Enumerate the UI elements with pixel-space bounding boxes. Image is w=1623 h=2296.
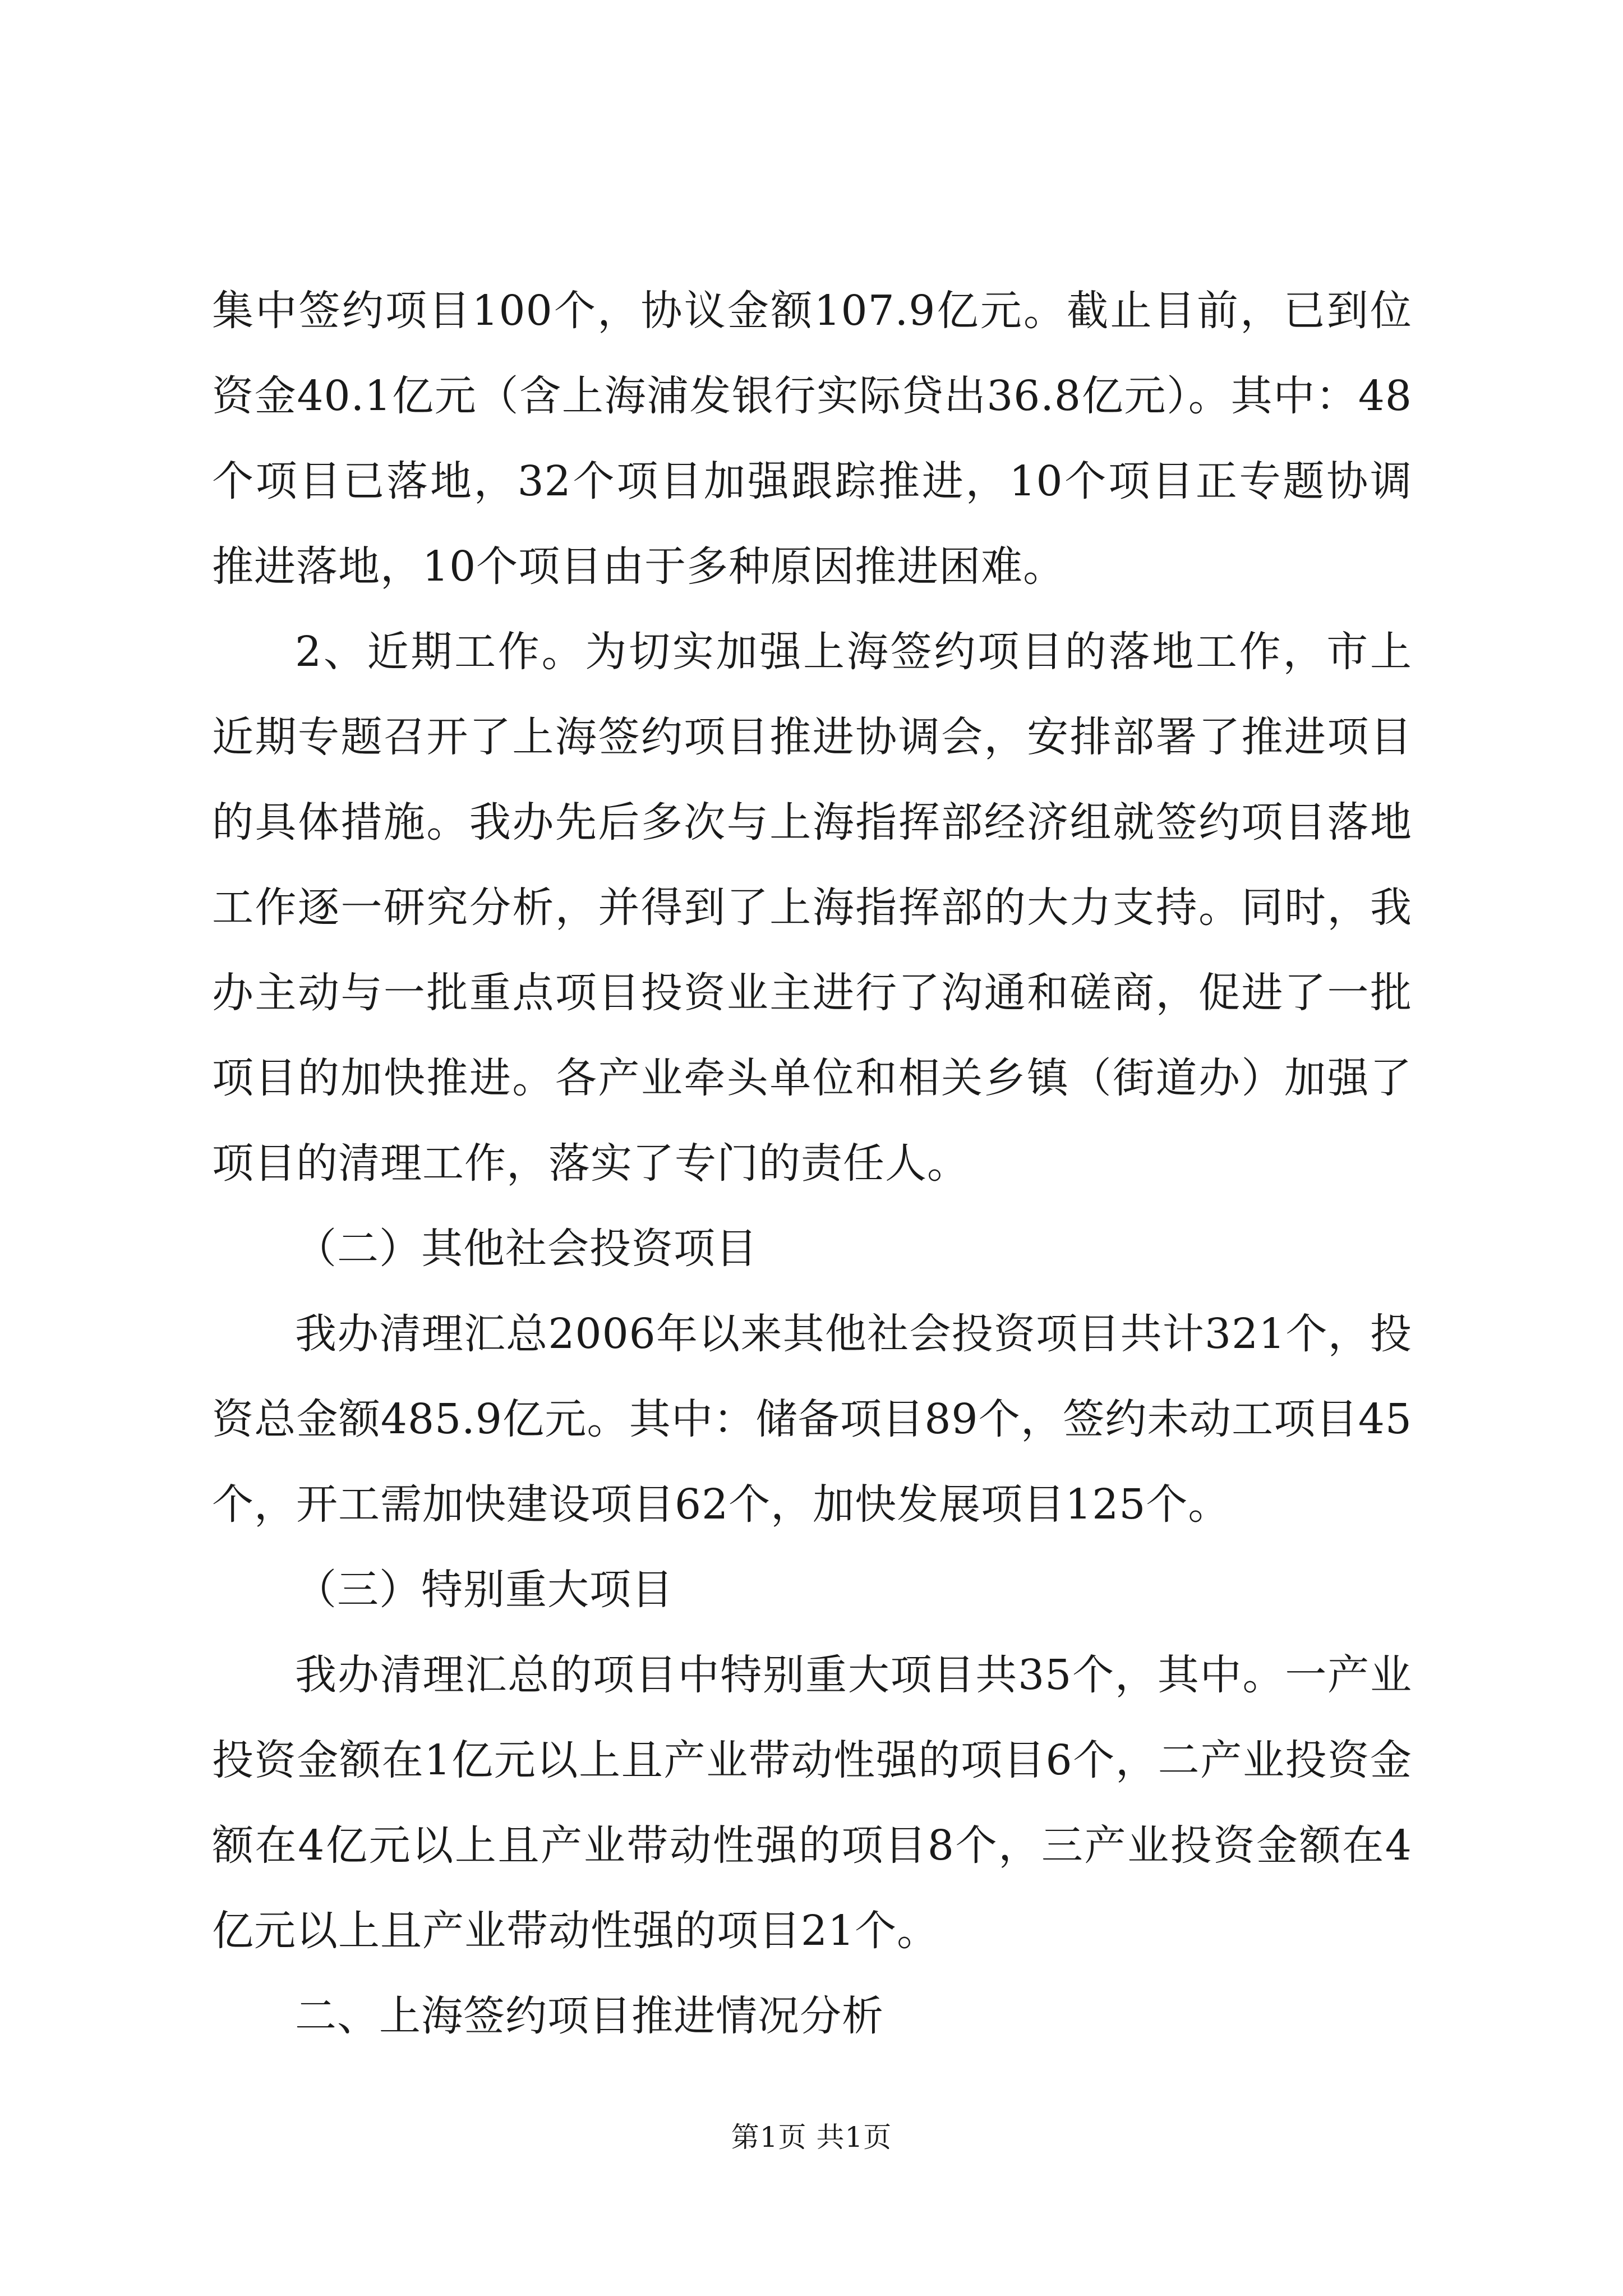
page-number-footer: 第1页 共1页 (731, 2121, 892, 2154)
paragraph-major-projects: 我办清理汇总的项目中特别重大项目共35个，其中。一产业投资金额在1亿元以上且产业带动性强的项目6个，二产业投资金额在4亿元以上且产业带动性强的项目8个，三产业投资金额在4亿元以上且产业带动性强的项目21个。 (212, 1651, 1412, 1955)
document-body (212, 268, 1412, 2059)
paragraph-recent-work: 2、近期工作。为切实加强上海签约项目的落地工作，市上近期专题召开了上海签约项目推进协调会，安排部署了推进项目的具体措施。我办先后多次与上海指挥部经济组就签约项目落地工作逐一研究分析，并得到了上海指挥部的大力支持。同时，我办主动与一批重点项目投资业主进行了沟通和磋商，促进了一批项目的加快推进。各产业牵头单位和相关乡镇（街道办）加强了项目的清理工作，落实了专门的责任人。 (212, 628, 1412, 1188)
section-heading-analysis: 二、上海签约项目推进情况分析 (295, 1992, 884, 2040)
section-heading-major-projects: （三）特别重大项目 (295, 1566, 674, 1614)
section-heading-other-investment: （二）其他社会投资项目 (295, 1225, 758, 1273)
paragraph-other-investment: 我办清理汇总2006年以来其他社会投资项目共计321个，投资总金额485.9亿元。其中：储备项目89个，签约未动工项目45个，开工需加快建设项目62个，加快发展项目125个。 (212, 1310, 1412, 1529)
paragraph-continued-summary: 集中签约项目100个，协议金额107.9亿元。截止目前，已到位资金40.1亿元（含上海浦发银行实际贷出36.8亿元）。其中：48个项目已落地，32个项目加强跟踪推进，10个项目正专题协调推进落地，10个项目由于多种原因推进困难。 (212, 287, 1412, 591)
